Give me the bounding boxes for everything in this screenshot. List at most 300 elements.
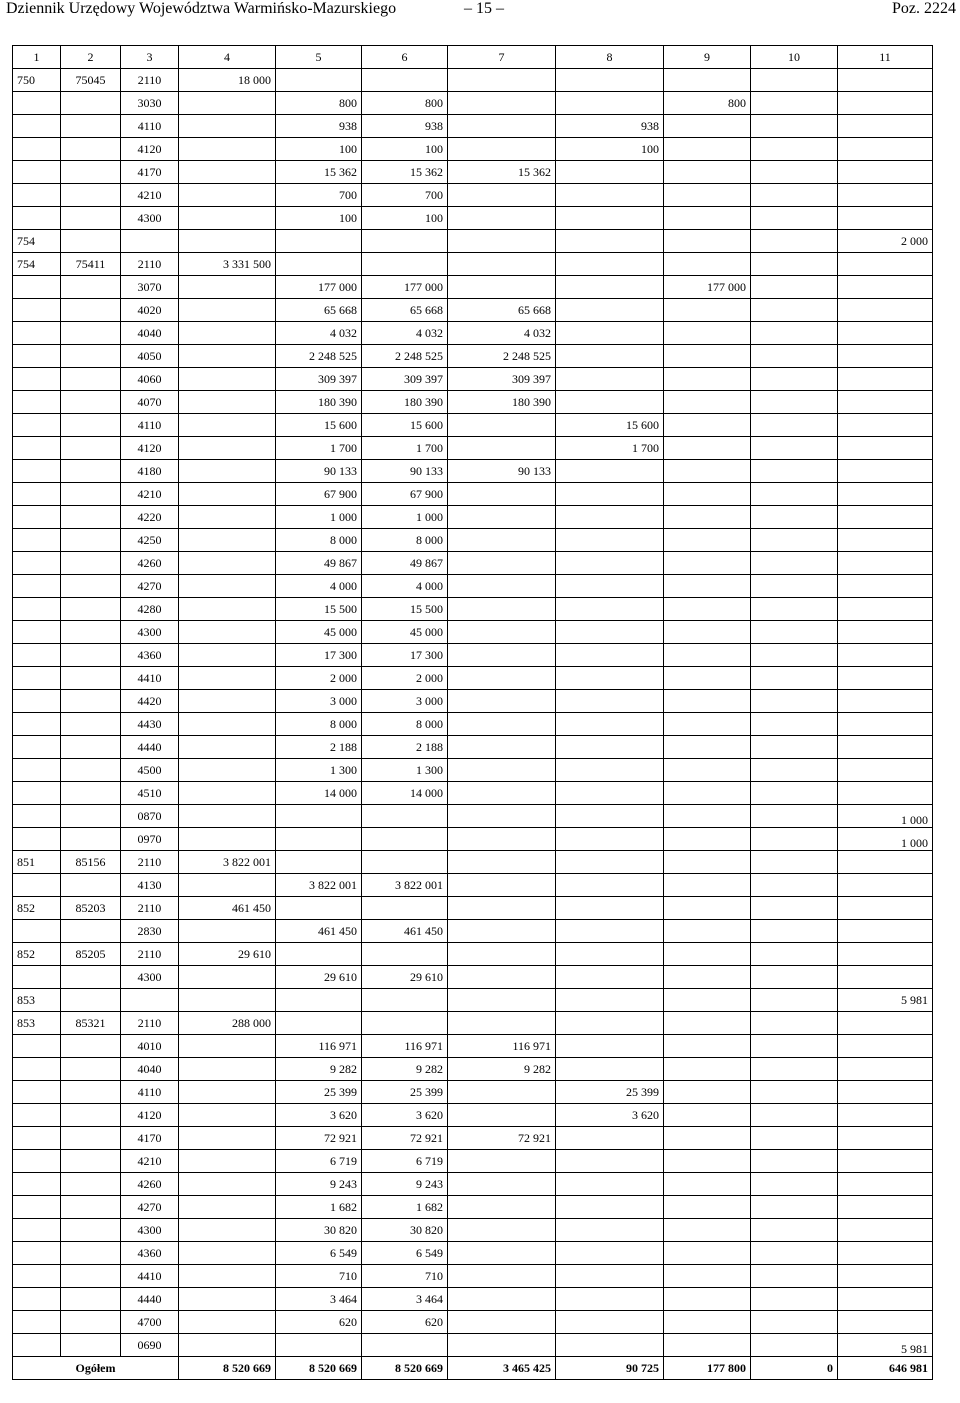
table-cell [61, 989, 121, 1012]
table-cell [751, 1012, 838, 1035]
table-cell [664, 1311, 751, 1334]
table-cell [838, 782, 933, 805]
table-cell: 4060 [121, 368, 179, 391]
table-cell [838, 368, 933, 391]
table-row [13, 1081, 933, 1104]
table-cell [751, 69, 838, 92]
table-cell [179, 437, 276, 460]
table-cell [448, 115, 556, 138]
table-cell [556, 299, 664, 322]
table-cell [751, 1104, 838, 1127]
table-cell [448, 253, 556, 276]
table-cell [179, 92, 276, 115]
table-row [13, 230, 933, 253]
table-cell [61, 736, 121, 759]
table-cell: 116 971 [362, 1035, 448, 1058]
table-cell: 100 [556, 138, 664, 161]
table-cell [13, 1173, 61, 1196]
table-cell: 4050 [121, 345, 179, 368]
table-cell [751, 598, 838, 621]
table-cell: 1 300 [362, 759, 448, 782]
table-cell [664, 1265, 751, 1288]
table-cell [751, 437, 838, 460]
table-cell [664, 644, 751, 667]
table-row [13, 1196, 933, 1219]
table-cell [61, 621, 121, 644]
table-cell: 2110 [121, 69, 179, 92]
table-cell [61, 276, 121, 299]
table-row [13, 1104, 933, 1127]
table-cell [838, 322, 933, 345]
table-cell [13, 690, 61, 713]
table-cell [751, 989, 838, 1012]
table-cell [13, 276, 61, 299]
table-cell: 1 000 [276, 506, 362, 529]
table-cell: 3 822 001 [179, 851, 276, 874]
table-cell [448, 138, 556, 161]
table-row [13, 667, 933, 690]
table-cell [13, 1288, 61, 1311]
table-cell: 30 820 [362, 1219, 448, 1242]
table-cell [448, 874, 556, 897]
table-cell [751, 874, 838, 897]
table-cell [121, 230, 179, 253]
table-row [13, 782, 933, 805]
table-cell [838, 1219, 933, 1242]
table-cell [664, 253, 751, 276]
table-cell [448, 437, 556, 460]
table-cell [751, 414, 838, 437]
table-cell: 4170 [121, 161, 179, 184]
table-cell: 25 399 [556, 1081, 664, 1104]
table-cell [838, 92, 933, 115]
table-cell [61, 161, 121, 184]
table-cell [179, 782, 276, 805]
table-cell: 2110 [121, 1012, 179, 1035]
table-cell [751, 506, 838, 529]
table-cell [664, 1104, 751, 1127]
table-cell [179, 621, 276, 644]
table-cell: 2 000 [276, 667, 362, 690]
table-cell [838, 713, 933, 736]
table-cell: 800 [664, 92, 751, 115]
table-cell [61, 1265, 121, 1288]
table-cell: 309 397 [448, 368, 556, 391]
table-cell [751, 92, 838, 115]
table-cell: 177 000 [664, 276, 751, 299]
table-cell [556, 713, 664, 736]
table-cell [838, 644, 933, 667]
table-cell [362, 253, 448, 276]
table-row [13, 253, 933, 276]
table-cell: 65 668 [362, 299, 448, 322]
table-cell [838, 621, 933, 644]
table-cell: 754 [13, 253, 61, 276]
table-cell [664, 506, 751, 529]
table-cell [751, 460, 838, 483]
table-cell [61, 644, 121, 667]
table-cell [751, 1035, 838, 1058]
table-cell [13, 115, 61, 138]
table-cell: 461 450 [362, 920, 448, 943]
table-cell: 4110 [121, 1081, 179, 1104]
table-cell [179, 322, 276, 345]
table-cell: 853 [13, 1012, 61, 1035]
table-cell [751, 345, 838, 368]
table-cell [838, 598, 933, 621]
table-cell [664, 1288, 751, 1311]
table-cell: 17 300 [276, 644, 362, 667]
table-cell [751, 897, 838, 920]
table-cell [838, 276, 933, 299]
table-cell [448, 230, 556, 253]
table-cell: 938 [362, 115, 448, 138]
table-cell: 15 600 [362, 414, 448, 437]
table-cell: 700 [362, 184, 448, 207]
table-cell [556, 529, 664, 552]
table-cell [556, 897, 664, 920]
table-cell: 4210 [121, 483, 179, 506]
table-cell: 3030 [121, 92, 179, 115]
table-cell: 6 549 [362, 1242, 448, 1265]
table-cell [556, 575, 664, 598]
table-cell: 4700 [121, 1311, 179, 1334]
table-cell [556, 345, 664, 368]
table-cell [61, 1334, 121, 1357]
table-cell [838, 115, 933, 138]
table-cell [276, 1334, 362, 1357]
table-cell [179, 414, 276, 437]
table-cell [556, 322, 664, 345]
table-cell [61, 667, 121, 690]
table-cell [13, 391, 61, 414]
table-cell [448, 1150, 556, 1173]
table-row [13, 920, 933, 943]
column-number-cell: 7 [448, 46, 556, 69]
table-cell: 2 248 525 [448, 345, 556, 368]
table-cell: 6 719 [276, 1150, 362, 1173]
table-cell [448, 1288, 556, 1311]
table-cell: 90 133 [448, 460, 556, 483]
table-cell: 3 822 001 [276, 874, 362, 897]
table-cell [179, 230, 276, 253]
table-cell [448, 667, 556, 690]
table-cell [179, 345, 276, 368]
table-cell: 116 971 [276, 1035, 362, 1058]
table-cell: 4420 [121, 690, 179, 713]
table-cell [751, 1219, 838, 1242]
table-cell [556, 1173, 664, 1196]
total-cell: 0 [751, 1357, 838, 1380]
table-cell [13, 621, 61, 644]
table-cell [276, 1012, 362, 1035]
table-cell [61, 1219, 121, 1242]
table-cell [61, 391, 121, 414]
table-cell [61, 437, 121, 460]
table-cell [448, 529, 556, 552]
table-cell [751, 1288, 838, 1311]
table-cell [179, 828, 276, 851]
table-cell: 4500 [121, 759, 179, 782]
table-row [13, 1150, 933, 1173]
table-cell [556, 184, 664, 207]
table-cell [179, 1288, 276, 1311]
table-cell [838, 253, 933, 276]
table-cell [556, 598, 664, 621]
table-cell [61, 1288, 121, 1311]
table-cell: 2110 [121, 943, 179, 966]
table-cell: 85156 [61, 851, 121, 874]
table-cell [838, 1242, 933, 1265]
table-cell [556, 161, 664, 184]
table-cell [664, 966, 751, 989]
table-cell [448, 1219, 556, 1242]
table-cell [179, 1196, 276, 1219]
table-cell: 2110 [121, 253, 179, 276]
table-cell: 9 282 [276, 1058, 362, 1081]
table-cell [13, 437, 61, 460]
table-cell: 309 397 [362, 368, 448, 391]
column-number-cell: 5 [276, 46, 362, 69]
table-cell [13, 828, 61, 851]
table-cell [751, 253, 838, 276]
table-cell [751, 1334, 838, 1357]
total-label: Ogółem [13, 1357, 179, 1380]
table-cell: 29 610 [362, 966, 448, 989]
table-cell: 15 500 [362, 598, 448, 621]
table-cell [556, 966, 664, 989]
table-cell [362, 69, 448, 92]
table-cell [13, 874, 61, 897]
table-cell [61, 1173, 121, 1196]
table-cell [13, 506, 61, 529]
table-cell [13, 552, 61, 575]
table-cell [751, 943, 838, 966]
table-cell: 620 [362, 1311, 448, 1334]
table-cell: 853 [13, 989, 61, 1012]
table-cell [179, 1150, 276, 1173]
table-cell: 1 682 [362, 1196, 448, 1219]
table-cell [838, 1173, 933, 1196]
table-cell [362, 943, 448, 966]
table-cell [448, 920, 556, 943]
table-cell [13, 1127, 61, 1150]
table-cell: 5 981 [838, 1334, 933, 1357]
table-cell [448, 483, 556, 506]
table-cell [838, 345, 933, 368]
table-cell [664, 874, 751, 897]
table-cell: 4180 [121, 460, 179, 483]
table-cell [448, 1081, 556, 1104]
table-cell [556, 782, 664, 805]
table-cell [838, 1127, 933, 1150]
table-cell [751, 1311, 838, 1334]
table-cell: 4170 [121, 1127, 179, 1150]
table-cell: 4020 [121, 299, 179, 322]
table-cell [179, 529, 276, 552]
table-cell [179, 552, 276, 575]
table-cell [556, 644, 664, 667]
table-cell: 4260 [121, 1173, 179, 1196]
table-cell [664, 897, 751, 920]
table-cell [751, 667, 838, 690]
table-cell: 9 243 [362, 1173, 448, 1196]
table-cell: 180 390 [448, 391, 556, 414]
table-cell: 4410 [121, 1265, 179, 1288]
table-cell [448, 1334, 556, 1357]
table-cell [276, 851, 362, 874]
table-cell [838, 1288, 933, 1311]
table-cell: 85205 [61, 943, 121, 966]
table-cell [556, 552, 664, 575]
table-cell [13, 92, 61, 115]
column-number-cell: 11 [838, 46, 933, 69]
table-row [13, 138, 933, 161]
table-cell: 45 000 [362, 621, 448, 644]
table-cell [13, 667, 61, 690]
table-cell: 72 921 [276, 1127, 362, 1150]
table-cell: 9 243 [276, 1173, 362, 1196]
table-cell [13, 598, 61, 621]
table-cell [664, 1219, 751, 1242]
table-cell: 5 981 [838, 989, 933, 1012]
table-cell [13, 1311, 61, 1334]
table-cell [179, 1081, 276, 1104]
table-cell: 15 362 [276, 161, 362, 184]
table-cell [13, 368, 61, 391]
table-row [13, 1242, 933, 1265]
table-cell: 18 000 [179, 69, 276, 92]
table-cell [362, 1334, 448, 1357]
table-cell: 4510 [121, 782, 179, 805]
table-cell: 4250 [121, 529, 179, 552]
table-cell [664, 667, 751, 690]
table-cell [179, 276, 276, 299]
table-cell: 800 [276, 92, 362, 115]
table-cell [13, 644, 61, 667]
table-cell [448, 644, 556, 667]
total-cell: 8 520 669 [276, 1357, 362, 1380]
total-cell: 3 465 425 [448, 1357, 556, 1380]
table-cell [838, 874, 933, 897]
table-cell [179, 368, 276, 391]
table-cell: 4260 [121, 552, 179, 575]
table-cell [13, 1196, 61, 1219]
table-cell [448, 207, 556, 230]
table-cell: 15 600 [276, 414, 362, 437]
table-cell [751, 736, 838, 759]
table-cell: 4210 [121, 1150, 179, 1173]
table-row [13, 644, 933, 667]
table-cell [751, 552, 838, 575]
table-cell [751, 920, 838, 943]
table-row [13, 1058, 933, 1081]
table-cell [556, 736, 664, 759]
table-cell: 8 000 [276, 529, 362, 552]
table-cell [448, 966, 556, 989]
table-cell: 288 000 [179, 1012, 276, 1035]
table-cell: 1 300 [276, 759, 362, 782]
table-cell [751, 1242, 838, 1265]
table-cell: 4 032 [362, 322, 448, 345]
table-cell: 15 500 [276, 598, 362, 621]
table-cell: 49 867 [362, 552, 448, 575]
table-cell [556, 874, 664, 897]
table-cell [664, 1173, 751, 1196]
table-cell [664, 483, 751, 506]
table-cell [179, 598, 276, 621]
table-cell [362, 1012, 448, 1035]
table-cell [61, 184, 121, 207]
table-cell [179, 115, 276, 138]
table-cell [838, 1265, 933, 1288]
table-cell [838, 667, 933, 690]
table-cell: 4210 [121, 184, 179, 207]
table-cell [448, 1196, 556, 1219]
table-cell [664, 805, 751, 828]
table-cell: 2 000 [362, 667, 448, 690]
table-cell: 8 000 [362, 713, 448, 736]
table-cell [751, 391, 838, 414]
table-cell: 2830 [121, 920, 179, 943]
table-cell [179, 483, 276, 506]
table-cell: 25 399 [276, 1081, 362, 1104]
table-cell: 4360 [121, 1242, 179, 1265]
table-cell [448, 552, 556, 575]
table-cell: 85321 [61, 1012, 121, 1035]
table-cell [448, 69, 556, 92]
column-number-cell: 3 [121, 46, 179, 69]
table-cell [13, 736, 61, 759]
table-row [13, 943, 933, 966]
table-cell: 6 549 [276, 1242, 362, 1265]
table-row [13, 828, 933, 851]
table-cell [664, 1127, 751, 1150]
total-row [13, 1357, 933, 1380]
table-cell [556, 805, 664, 828]
table-cell [179, 1334, 276, 1357]
table-cell: 2110 [121, 897, 179, 920]
table-cell [664, 1058, 751, 1081]
table-cell: 710 [276, 1265, 362, 1288]
table-cell [664, 736, 751, 759]
total-cell: 177 800 [664, 1357, 751, 1380]
table-cell [61, 1311, 121, 1334]
table-row [13, 851, 933, 874]
table-cell: 45 000 [276, 621, 362, 644]
table-cell [61, 483, 121, 506]
table-cell [838, 966, 933, 989]
table-cell: 4040 [121, 1058, 179, 1081]
table-cell [556, 759, 664, 782]
table-cell [556, 851, 664, 874]
table-cell [448, 1173, 556, 1196]
table-cell [61, 322, 121, 345]
table-row [13, 1265, 933, 1288]
table-cell [664, 184, 751, 207]
total-cell: 90 725 [556, 1357, 664, 1380]
table-cell: 100 [362, 138, 448, 161]
table-cell [838, 437, 933, 460]
table-row [13, 207, 933, 230]
table-cell [556, 667, 664, 690]
table-cell [61, 713, 121, 736]
table-cell [751, 851, 838, 874]
table-cell [556, 1334, 664, 1357]
table-cell [61, 1081, 121, 1104]
table-cell: 754 [13, 230, 61, 253]
table-cell [664, 322, 751, 345]
